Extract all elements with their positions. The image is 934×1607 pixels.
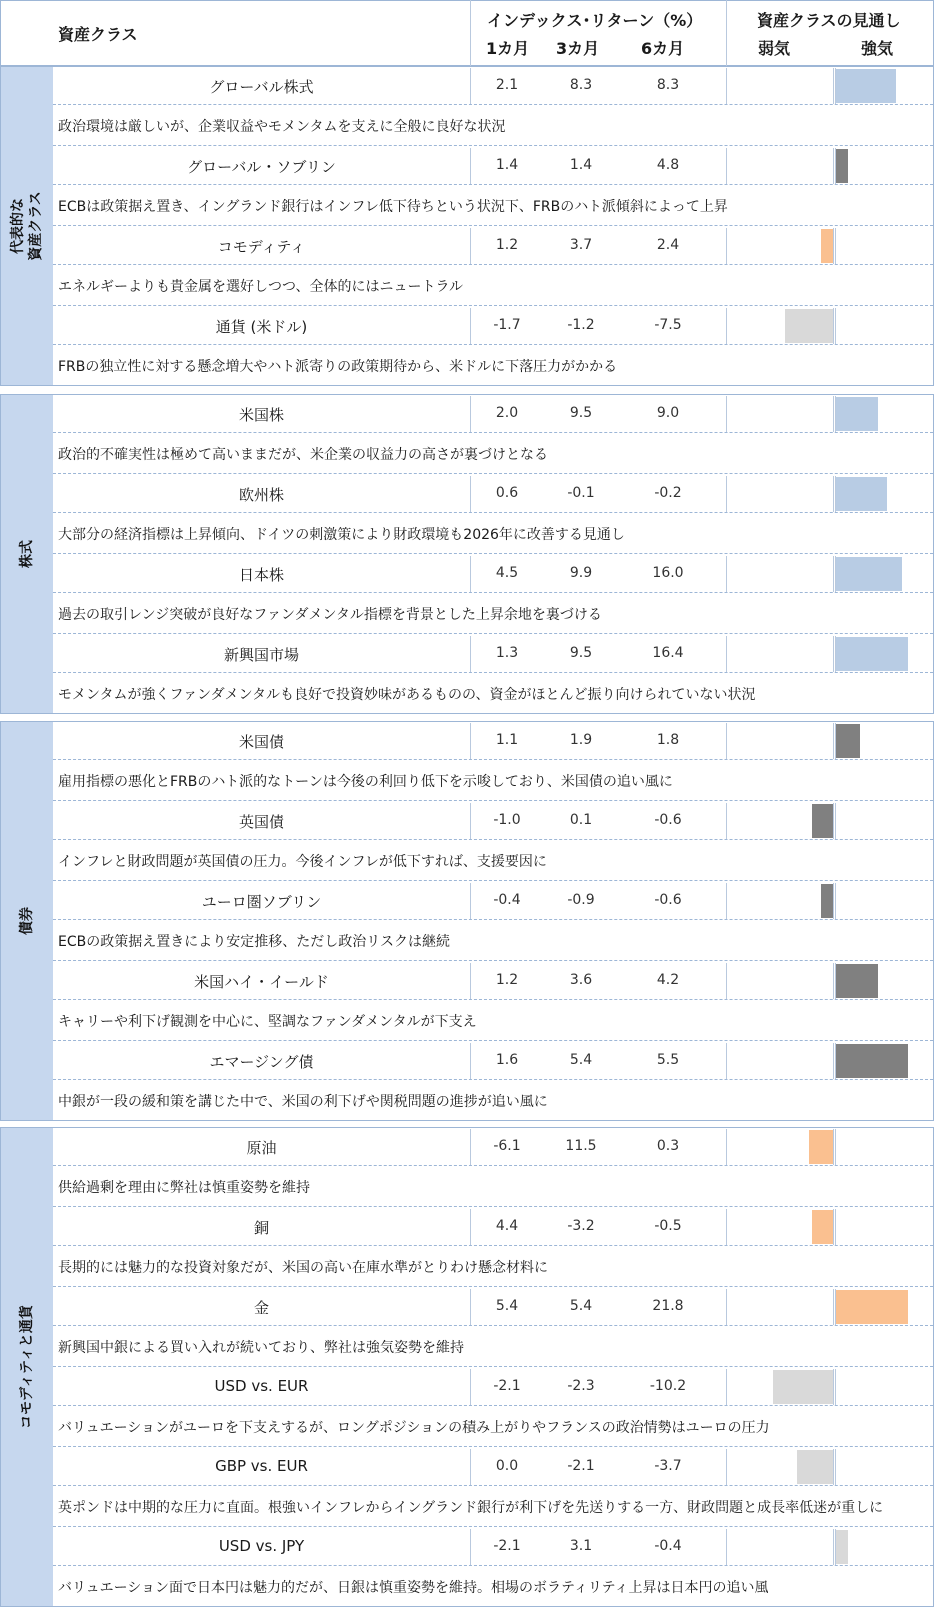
col-divider <box>470 148 471 184</box>
col-divider <box>470 308 471 344</box>
row-separator <box>53 264 933 265</box>
header-asset-class: 資産クラス <box>58 25 138 44</box>
return-6m: 0.3 <box>656 1138 680 1154</box>
asset-outlook-description: 過去の取引レンジ突破が良好なファンダメンタル指標を背景とした上昇余地を裏づける <box>58 607 602 623</box>
outlook-bar <box>821 884 833 918</box>
col-divider <box>470 1209 471 1245</box>
row-separator <box>53 1206 933 1207</box>
outlook-neutral-line <box>833 1369 836 1405</box>
return-6m: 9.0 <box>656 405 680 421</box>
header-divider <box>726 0 727 66</box>
row-separator <box>53 1040 933 1041</box>
return-1m: 2.1 <box>495 77 519 93</box>
return-1m: -6.1 <box>493 1138 521 1154</box>
return-3m: 3.6 <box>569 972 593 988</box>
asset-outlook-description: 大部分の経済指標は上昇傾向、ドイツの刺激策により財政環境も2026年に改善する見通し <box>58 527 625 543</box>
header-bullish: 強気 <box>861 39 894 58</box>
outlook-bar <box>836 637 908 671</box>
return-6m: 16.0 <box>652 565 684 581</box>
asset-outlook-description: インフレと財政問題が英国債の圧力。今後インフレが低下すれば、支援要因に <box>58 854 547 870</box>
col-divider <box>726 1369 727 1405</box>
asset-outlook-description: 雇用指標の悪化とFRBのハト派的なトーンは今後の利回り低下を示唆しており、米国債の追い風に <box>58 774 673 790</box>
asset-name: 新興国市場 <box>223 646 299 664</box>
outlook-bar <box>821 229 833 263</box>
col-divider <box>470 883 471 919</box>
asset-name: グローバル・ソブリン <box>187 158 336 176</box>
return-3m: 8.3 <box>569 77 593 93</box>
asset-name: 通貨 (米ドル) <box>215 318 308 336</box>
asset-name: エマージング債 <box>209 1053 314 1071</box>
asset-name: USD vs. EUR <box>214 1377 309 1395</box>
return-6m: 1.8 <box>656 732 680 748</box>
row-separator <box>53 999 933 1000</box>
row-separator <box>53 145 933 146</box>
return-3m: -3.2 <box>567 1218 595 1234</box>
return-6m: -7.5 <box>654 317 682 333</box>
asset-outlook-description: ECBの政策据え置きにより安定推移、ただし政治リスクは継続 <box>58 934 450 950</box>
col-divider <box>470 396 471 432</box>
group-label-line: 資産クラス <box>28 191 44 261</box>
row-separator <box>53 104 933 105</box>
return-1m: 1.1 <box>495 732 519 748</box>
return-1m: -1.7 <box>493 317 521 333</box>
asset-name: 日本株 <box>238 566 284 584</box>
row-separator <box>53 633 933 634</box>
col-divider <box>470 1449 471 1485</box>
col-divider <box>726 1529 727 1565</box>
return-6m: 21.8 <box>652 1298 684 1314</box>
group-side-panel <box>1 722 53 1120</box>
row-separator <box>53 919 933 920</box>
outlook-bar <box>785 309 833 343</box>
group-label <box>18 907 36 935</box>
asset-outlook-description: 中銀が一段の緩和策を講じた中で、米国の利下げや関税問題の進捗が追い風に <box>58 1094 548 1110</box>
header-index-return: インデックス･リターン（%） <box>487 11 703 30</box>
return-6m: 4.8 <box>656 157 680 173</box>
group-side-panel <box>1 395 53 713</box>
return-1m: 0.0 <box>495 1458 519 1474</box>
group-label <box>9 191 45 261</box>
row-separator <box>53 1446 933 1447</box>
asset-name: 米国株 <box>238 406 284 424</box>
header-outlook: 資産クラスの見通し <box>757 11 901 30</box>
outlook-neutral-line <box>833 1129 836 1165</box>
outlook-bar <box>836 397 878 431</box>
col-divider <box>726 723 727 759</box>
col-divider <box>470 1529 471 1565</box>
group-label-line: 債券 <box>19 907 35 935</box>
return-3m: 3.7 <box>569 237 593 253</box>
outlook-bar <box>812 804 833 838</box>
return-6m: -0.6 <box>654 892 682 908</box>
return-6m: -0.6 <box>654 812 682 828</box>
outlook-neutral-line <box>833 1209 836 1245</box>
row-separator <box>53 839 933 840</box>
outlook-bar <box>812 1210 833 1244</box>
outlook-neutral-line <box>833 228 836 264</box>
col-divider <box>726 148 727 184</box>
asset-name: 金 <box>253 1299 269 1317</box>
row-separator <box>53 1366 933 1367</box>
return-6m: -3.7 <box>654 1458 682 1474</box>
outlook-bar <box>836 149 848 183</box>
return-6m: 4.2 <box>656 972 680 988</box>
col-divider <box>470 963 471 999</box>
row-separator <box>53 1526 933 1527</box>
col-divider <box>726 68 727 104</box>
return-6m: -0.2 <box>654 485 682 501</box>
outlook-bar <box>836 724 860 758</box>
col-divider <box>470 476 471 512</box>
outlook-neutral-line <box>833 883 836 919</box>
col-divider <box>470 1129 471 1165</box>
row-separator <box>53 432 933 433</box>
asset-name: 米国債 <box>238 733 284 751</box>
col-divider <box>726 1449 727 1485</box>
asset-outlook-description: ECBは政策据え置き、イングランド銀行はインフレ低下待ちという状況下、FRBのハト派傾斜によって上昇 <box>58 199 728 215</box>
return-3m: 9.5 <box>569 645 593 661</box>
row-separator <box>53 1485 933 1486</box>
outlook-bar <box>836 1044 908 1078</box>
asset-outlook-description: 政治的不確実性は極めて高いままだが、米企業の収益力の高さが裏づけとなる <box>58 447 548 463</box>
return-1m: 1.2 <box>495 972 519 988</box>
col-divider <box>726 476 727 512</box>
asset-name: 英国債 <box>238 813 284 831</box>
row-separator <box>53 225 933 226</box>
row-separator <box>53 1245 933 1246</box>
asset-outlook-description: バリュエーションがユーロを下支えするが、ロングポジションの積み上がりやフランスの政治情勢はユーロの圧力 <box>58 1420 770 1436</box>
asset-outlook-description: 新興国中銀による買い入れが続いており、弊社は強気姿勢を維持 <box>58 1340 464 1356</box>
col-divider <box>470 1289 471 1325</box>
return-3m: 9.9 <box>569 565 593 581</box>
return-3m: 1.9 <box>569 732 593 748</box>
col-divider <box>470 1369 471 1405</box>
col-divider <box>726 1209 727 1245</box>
row-separator <box>53 344 933 345</box>
return-1m: -2.1 <box>493 1538 521 1554</box>
asset-outlook-description: 供給過剰を理由に弊社は慎重姿勢を維持 <box>58 1180 310 1196</box>
return-6m: -0.4 <box>654 1538 682 1554</box>
return-6m: -10.2 <box>649 1378 687 1394</box>
return-1m: 2.0 <box>495 405 519 421</box>
return-3m: -0.9 <box>567 892 595 908</box>
outlook-neutral-line <box>833 803 836 839</box>
return-1m: -0.4 <box>493 892 521 908</box>
header-divider <box>470 0 471 66</box>
asset-name: 原油 <box>246 1139 277 1157</box>
return-3m: -1.2 <box>567 317 595 333</box>
col-divider <box>726 556 727 592</box>
col-divider <box>726 308 727 344</box>
row-separator <box>53 553 933 554</box>
row-separator <box>53 960 933 961</box>
col-divider <box>726 1129 727 1165</box>
asset-name: グローバル株式 <box>209 78 314 96</box>
outlook-bar <box>797 1450 833 1484</box>
header-1m: 1カ月 <box>486 39 530 58</box>
outlook-bar <box>809 1130 833 1164</box>
row-separator <box>53 880 933 881</box>
row-separator <box>53 1565 933 1566</box>
row-separator <box>53 1286 933 1287</box>
asset-name: 欧州株 <box>238 486 284 504</box>
outlook-neutral-line <box>833 308 836 344</box>
col-divider <box>470 636 471 672</box>
return-6m: -0.5 <box>654 1218 682 1234</box>
return-1m: 4.5 <box>495 565 519 581</box>
outlook-bar <box>773 1370 833 1404</box>
return-1m: -1.0 <box>493 812 521 828</box>
asset-outlook-description: キャリーや利下げ観測を中心に、堅調なファンダメンタルが下支え <box>58 1014 477 1030</box>
row-separator <box>53 1165 933 1166</box>
row-separator <box>53 1325 933 1326</box>
asset-group <box>0 1127 934 1607</box>
asset-group <box>0 394 934 714</box>
return-3m: 11.5 <box>565 1138 597 1154</box>
asset-outlook-description: 政治環境は厳しいが、企業収益やモメンタムを支えに全般に良好な状況 <box>58 119 506 135</box>
return-3m: 5.4 <box>569 1298 593 1314</box>
row-separator <box>53 800 933 801</box>
col-divider <box>470 723 471 759</box>
group-label-line: 代表的な <box>10 198 26 254</box>
asset-name: ユーロ圏ソブリン <box>201 893 322 911</box>
col-divider <box>726 803 727 839</box>
asset-outlook-description: 長期的には魅力的な投資対象だが、米国の高い在庫水準がとりわけ懸念材料に <box>58 1260 548 1276</box>
row-separator <box>53 184 933 185</box>
return-3m: 5.4 <box>569 1052 593 1068</box>
header-6m: 6カ月 <box>641 39 685 58</box>
return-6m: 5.5 <box>656 1052 680 1068</box>
outlook-neutral-line <box>833 1449 836 1485</box>
row-separator <box>53 759 933 760</box>
return-3m: -2.1 <box>567 1458 595 1474</box>
col-divider <box>470 803 471 839</box>
return-3m: 0.1 <box>569 812 593 828</box>
col-divider <box>726 883 727 919</box>
return-6m: 2.4 <box>656 237 680 253</box>
row-separator <box>53 592 933 593</box>
return-1m: 1.6 <box>495 1052 519 1068</box>
header-3m: 3カ月 <box>556 39 600 58</box>
row-separator <box>53 305 933 306</box>
group-label <box>18 540 36 568</box>
col-divider <box>470 556 471 592</box>
return-3m: 3.1 <box>569 1538 593 1554</box>
return-3m: 1.4 <box>569 157 593 173</box>
row-separator <box>53 1405 933 1406</box>
return-1m: 1.4 <box>495 157 519 173</box>
outlook-bar <box>836 964 878 998</box>
group-label-line: 株式 <box>19 540 35 568</box>
return-1m: 0.6 <box>495 485 519 501</box>
row-separator <box>53 473 933 474</box>
asset-outlook-description: バリュエーション面で日本円は魅力的だが、日銀は慎重姿勢を維持。相場のボラティリティ上昇は日本円の追い風 <box>58 1580 769 1596</box>
asset-name: GBP vs. EUR <box>215 1457 308 1475</box>
asset-outlook-description: モメンタムが強くファンダメンタルも良好で投資妙味があるものの、資金がほとんど振り向けられていない状況 <box>58 687 756 703</box>
outlook-bar <box>836 477 887 511</box>
return-3m: -0.1 <box>567 485 595 501</box>
return-1m: -2.1 <box>493 1378 521 1394</box>
return-6m: 16.4 <box>652 645 684 661</box>
return-1m: 1.3 <box>495 645 519 661</box>
row-separator <box>53 1079 933 1080</box>
outlook-bar <box>836 1530 848 1564</box>
asset-name: USD vs. JPY <box>218 1537 305 1555</box>
col-divider <box>726 228 727 264</box>
header-bearish: 弱気 <box>758 39 791 58</box>
col-divider <box>726 396 727 432</box>
group-side-panel <box>1 67 53 385</box>
return-1m: 4.4 <box>495 1218 519 1234</box>
col-divider <box>470 68 471 104</box>
return-6m: 8.3 <box>656 77 680 93</box>
group-label <box>18 1305 36 1429</box>
col-divider <box>470 228 471 264</box>
asset-outlook-description: FRBの独立性に対する懸念増大やハト派寄りの政策期待から、米ドルに下落圧力がかかる <box>58 359 618 375</box>
col-divider <box>726 1289 727 1325</box>
col-divider <box>470 1043 471 1079</box>
group-side-panel <box>1 1128 53 1606</box>
outlook-bar <box>836 1290 908 1324</box>
row-separator <box>53 672 933 673</box>
row-separator <box>53 512 933 513</box>
return-1m: 5.4 <box>495 1298 519 1314</box>
outlook-bar <box>836 69 896 103</box>
asset-name: コモディティ <box>217 238 306 256</box>
asset-name: 米国ハイ・イールド <box>194 973 329 991</box>
return-3m: 9.5 <box>569 405 593 421</box>
return-1m: 1.2 <box>495 237 519 253</box>
col-divider <box>726 963 727 999</box>
outlook-bar <box>836 557 902 591</box>
asset-outlook-description: 英ポンドは中期的な圧力に直面。根強いインフレからイングランド銀行が利下げを先送りする一方、財政問題と成長率低迷が重しに <box>58 1500 884 1516</box>
asset-outlook-description: エネルギーよりも貴金属を選好しつつ、全体的にはニュートラル <box>58 279 464 295</box>
return-3m: -2.3 <box>567 1378 595 1394</box>
col-divider <box>726 636 727 672</box>
asset-name: 銅 <box>253 1219 269 1237</box>
group-label-line: コモディティと通貨 <box>19 1305 35 1429</box>
col-divider <box>726 1043 727 1079</box>
